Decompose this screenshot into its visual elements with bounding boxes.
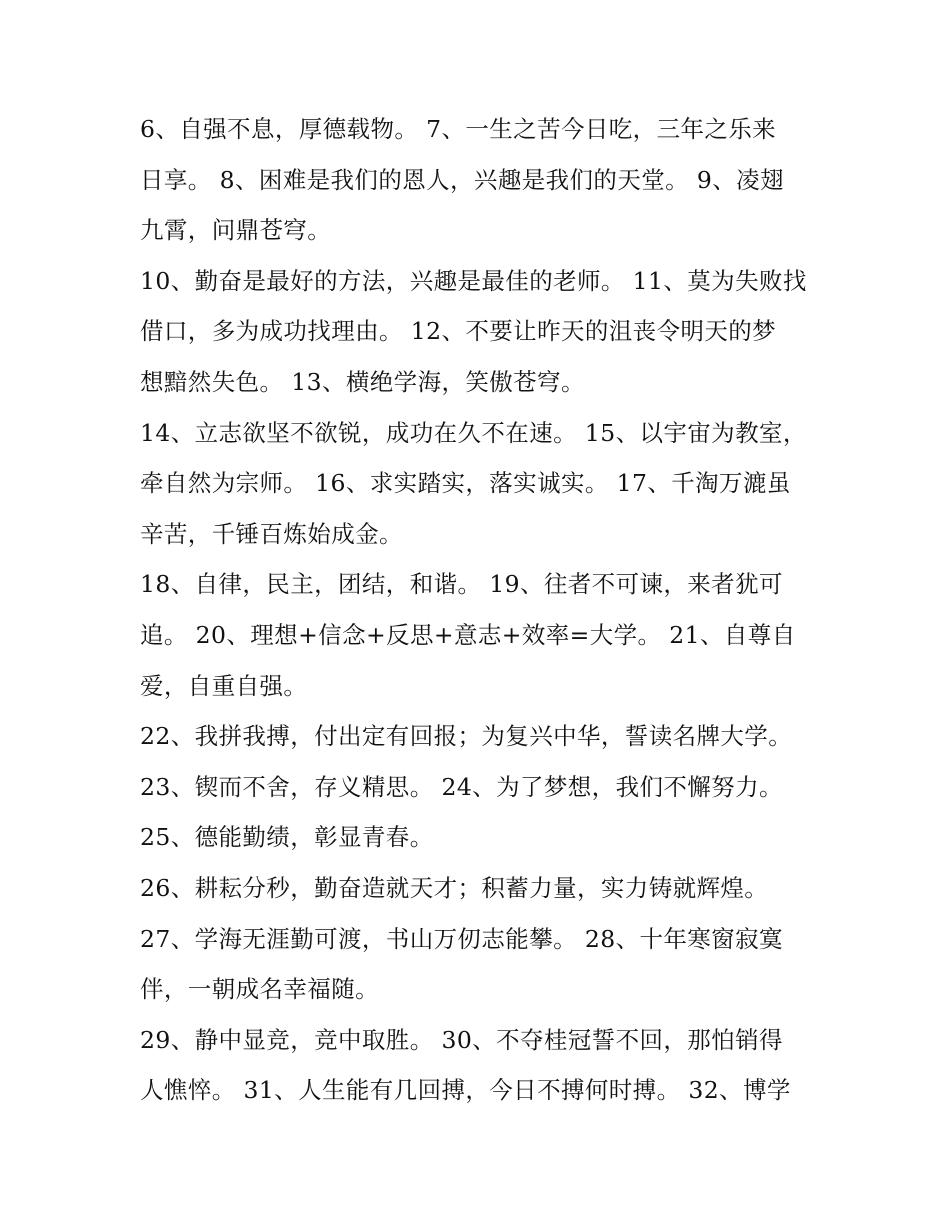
- text-line-13: 22、我拼我搏，付出定有回报；为复兴中华，誓读名牌大学。: [140, 722, 793, 751]
- text-line-4: 10、勤奋是最好的方法，兴趣是最佳的老师。 11、莫为失败找: [140, 266, 807, 295]
- text-line-6: 想黯然失色。 13、横绝学海，笑傲苍穹。: [140, 367, 585, 396]
- text-line-16: 26、耕耘分秒，勤奋造就天才；积蓄力量，实力铸就辉煌。: [140, 873, 769, 902]
- text-line-20: 人憔悴。 31、人生能有几回搏，今日不搏何时搏。 32、博学: [140, 1076, 791, 1105]
- text-line-3: 九霄，问鼎苍穹。: [140, 216, 332, 245]
- text-line-7: 14、立志欲坚不欲锐，成功在久不在速。 15、以宇宙为教室，: [140, 418, 807, 447]
- text-line-14: 23、锲而不舍，存义精思。 24、为了梦想，我们不懈努力。: [140, 772, 783, 801]
- text-line-12: 爱，自重自强。: [140, 671, 308, 700]
- text-line-10: 18、自律，民主，团结，和谐。 19、往者不可谏，来者犹可: [140, 570, 783, 599]
- text-line-19: 29、静中显竞，竞中取胜。 30、不夺桂冠誓不回，那怕销得: [140, 1025, 783, 1054]
- document-body: [140, 104, 830, 1116]
- text-line-17: 27、学海无涯勤可渡，书山万仞志能攀。 28、十年寒窗寂寞: [140, 924, 783, 953]
- text-line-15: 25、德能勤绩，彰显青春。: [140, 823, 434, 852]
- text-line-9: 辛苦，千锤百炼始成金。: [140, 519, 403, 548]
- text-line-18: 伴，一朝成名幸福随。: [140, 975, 379, 1004]
- text-line-8: 牵自然为宗师。 16、求实踏实，落实诚实。 17、千淘万漉虽: [140, 469, 791, 498]
- text-line-1: 6、自强不息，厚德载物。 7、一生之苦今日吃，三年之乐来: [140, 115, 777, 143]
- text-line-5: 借口，多为成功找理由。 12、不要让昨天的沮丧令明天的梦: [140, 317, 777, 346]
- text-line-11: 追。 20、理想+信念+反思+意志+效率=大学。 21、自尊自: [140, 620, 796, 649]
- text-line-2: 日享。 8、困难是我们的恩人，兴趣是我们的天堂。 9、凌翅: [140, 165, 784, 194]
